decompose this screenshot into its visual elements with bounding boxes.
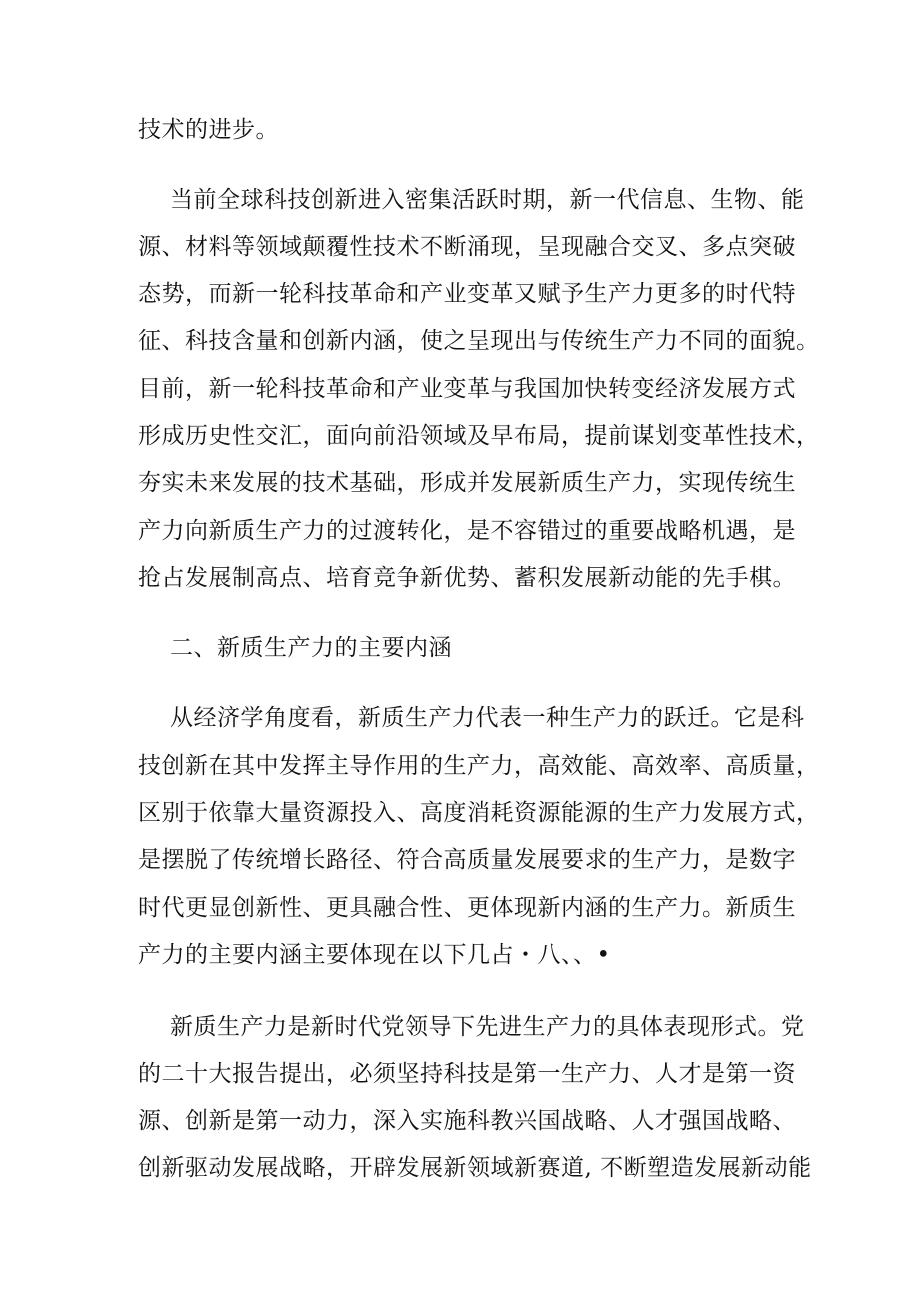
section-heading: 二、新质生产力的主要内涵 (170, 635, 452, 661)
paragraph-2-line-7: 夯实未来发展的技术基础，形成并发展新质生产力，实现传统生 (138, 470, 796, 496)
paragraph-2-line-8: 产力向新质生产力的过渡转化，是不容错过的重要战略机遇，是 (138, 518, 796, 544)
paragraph-3-line-4: 是摆脱了传统增长路径、符合高质量发展要求的生产力，是数字 (138, 847, 796, 873)
paragraph-3-line-5: 时代更显创新性、更具融合性、更体现新内涵的生产力。新质生 (138, 895, 796, 921)
paragraph-2-line-2: 源、材料等领域颠覆性技术不断涌现，呈现融合交叉、多点突破 (138, 234, 796, 260)
paragraph-3-line-2: 技创新在其中发挥主导作用的生产力，高效能、高效率、高质量， (138, 753, 820, 779)
paragraph-4-line-2: 的二十大报告提出，必须坚持科技是第一生产力、人才是第一资 (138, 1061, 796, 1087)
paragraph-4-line-1: 新质生产力是新时代党领导下先进生产力的具体表现形式。党 (170, 1014, 805, 1040)
paragraph-2-line-3: 态势，而新一轮科技革命和产业变革又赋予生产力更多的时代特 (138, 281, 796, 307)
paragraph-2-line-1: 当前全球科技创新进入密集活跃时期，新一代信息、生物、能 (170, 187, 805, 213)
paragraph-3-line-3: 区别于依靠大量资源投入、高度消耗资源能源的生产力发展方式， (138, 800, 820, 826)
paragraph-2-line-9: 抢占发展制高点、培育竞争新优势、蓄积发展新动能的先手棋。 (138, 565, 796, 591)
paragraph-4-line-4: 创新驱动发展战略，开辟发展新领域新赛道, 不断塑造发展新动能 (138, 1155, 812, 1181)
paragraph-1-line-1: 技术的进步。 (138, 117, 279, 143)
paragraph-3-line-6: 产力的主要内涵主要体现在以下几占・八、、• (138, 942, 611, 968)
paragraph-2-line-5: 目前，新一轮科技革命和产业变革与我国加快转变经济发展方式 (138, 376, 796, 402)
paragraph-3-line-1: 从经济学角度看，新质生产力代表一种生产力的跃迁。它是科 (170, 705, 805, 731)
paragraph-2-line-6: 形成历史性交汇，面向前沿领域及早布局，提前谋划变革性技术， (138, 423, 820, 449)
paragraph-4-line-3: 源、创新是第一动力，深入实施科教兴国战略、人才强国战略、 (138, 1108, 796, 1134)
paragraph-2-line-4: 征、科技含量和创新内涵，使之呈现出与传统生产力不同的面貌。 (138, 328, 820, 354)
